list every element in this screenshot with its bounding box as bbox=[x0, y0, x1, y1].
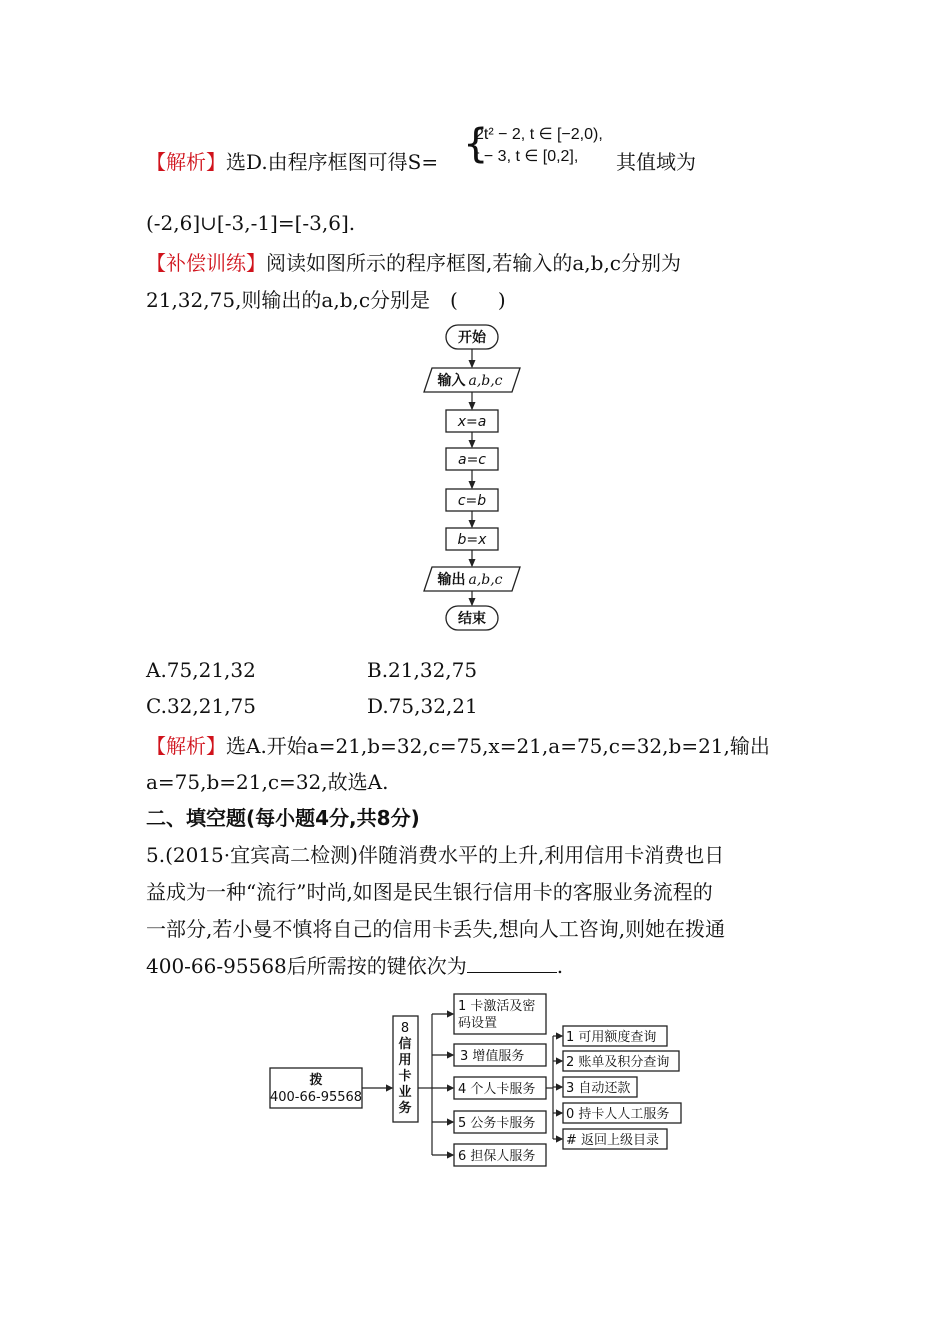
center-char-4: 业 bbox=[398, 1085, 412, 1100]
center-char-5: 务 bbox=[398, 1101, 412, 1116]
menu-item-6-label: 6 担保人服务 bbox=[458, 1149, 536, 1164]
submenu-item-hash-label: # 返回上级目录 bbox=[566, 1133, 660, 1148]
exercise-tag: 【补偿训练】 bbox=[146, 251, 266, 275]
question-5-line-3: 一部分,若小曼不慎将自己的信用卡丢失,想向人工咨询,则她在拨通 bbox=[146, 917, 726, 941]
menu-item-3-label: 3 增值服务 bbox=[460, 1049, 525, 1064]
center-char-2: 用 bbox=[398, 1053, 412, 1068]
flowchart-start-label: 开始 bbox=[458, 330, 486, 346]
option-d: D.75,32,21 bbox=[367, 694, 478, 718]
dial-number: 400-66-95568 bbox=[269, 1090, 363, 1105]
menu-item-4-label: 4 个人卡服务 bbox=[458, 1082, 536, 1097]
center-char-3: 卡 bbox=[398, 1069, 412, 1084]
question-5-period: . bbox=[556, 954, 564, 978]
input-vars: a,b,c bbox=[468, 373, 503, 389]
solution-2-line-2: a=75,b=21,c=32,故选A. bbox=[146, 770, 389, 794]
exercise-text: 阅读如图所示的程序框图,若输入的a,b,c分别为 bbox=[266, 251, 681, 275]
solution-1-range-text: 其值域为 bbox=[616, 150, 696, 174]
answer-blank bbox=[467, 954, 557, 973]
flowchart-output-label bbox=[436, 571, 502, 588]
output-vars: a,b,c bbox=[468, 572, 503, 588]
output-word: 输出 bbox=[437, 572, 466, 588]
question-5-line-2: 益成为一种“流行”时尚,如图是民生银行信用卡的客服业务流程的 bbox=[146, 880, 713, 904]
menu-item-1-label-b: 码设置 bbox=[458, 1016, 498, 1031]
flowchart-input-label bbox=[436, 372, 502, 389]
question-5-line-4 bbox=[146, 950, 563, 979]
piecewise-brace: { bbox=[463, 121, 489, 167]
menu-item-5-label: 5 公务卡服务 bbox=[458, 1116, 536, 1131]
solution-1-line-2: (-2,6]∪[-3,-1]=[-3,6]. bbox=[146, 211, 356, 235]
flowchart-step-4-label: b=x bbox=[457, 532, 487, 548]
service-flow-diagram bbox=[0, 980, 950, 1200]
submenu-item-2-label: 2 账单及积分查询 bbox=[566, 1055, 670, 1070]
submenu-item-0-label: 0 持卡人人工服务 bbox=[566, 1107, 670, 1122]
option-c: C.32,21,75 bbox=[146, 694, 257, 718]
submenu-item-3-label: 3 自动还款 bbox=[566, 1081, 631, 1096]
question-5-text: 400-66-95568后所需按的键依次为 bbox=[146, 954, 467, 978]
flowchart-step-3-label: c=b bbox=[457, 493, 487, 509]
piecewise-row-1: 2t² − 2, t ∈ [−2,0), bbox=[475, 126, 603, 143]
flowchart-step-2-label: a=c bbox=[457, 452, 487, 468]
input-word: 输入 bbox=[437, 373, 466, 389]
dial-label: 拨 bbox=[309, 1073, 323, 1088]
question-5-line-1: 5.(2015·宜宾高二检测)伴随消费水平的上升,利用信用卡消费也日 bbox=[146, 843, 725, 867]
flowchart-end-label: 结束 bbox=[458, 611, 486, 627]
exercise-line-2: 21,32,75,则输出的a,b,c分别是 ( ) bbox=[146, 288, 506, 312]
solution-1-text: 选D.由程序框图可得S= bbox=[226, 150, 439, 174]
center-char-1: 信 bbox=[398, 1037, 412, 1052]
center-char-0: 8 bbox=[400, 1021, 410, 1036]
menu-item-1-label-a: 1 卡激活及密 bbox=[458, 999, 536, 1014]
flowchart-step-1-label: x=a bbox=[457, 414, 487, 430]
solution-2-line-1 bbox=[146, 730, 770, 759]
submenu-item-1-label: 1 可用额度查询 bbox=[566, 1030, 657, 1045]
program-flowchart bbox=[0, 0, 950, 640]
section-title: 二、填空题(每小题4分,共8分) bbox=[146, 806, 420, 830]
option-b: B.21,32,75 bbox=[367, 658, 478, 682]
solution-tag: 【解析】 bbox=[146, 150, 226, 174]
option-a: A.75,21,32 bbox=[146, 658, 256, 682]
solution-tag: 【解析】 bbox=[146, 734, 226, 758]
solution-2-text: 选A.开始a=21,b=32,c=75,x=21,a=75,c=32,b=21,输出 bbox=[226, 734, 770, 758]
piecewise-row-2: t − 3, t ∈ [0,2], bbox=[475, 148, 579, 165]
